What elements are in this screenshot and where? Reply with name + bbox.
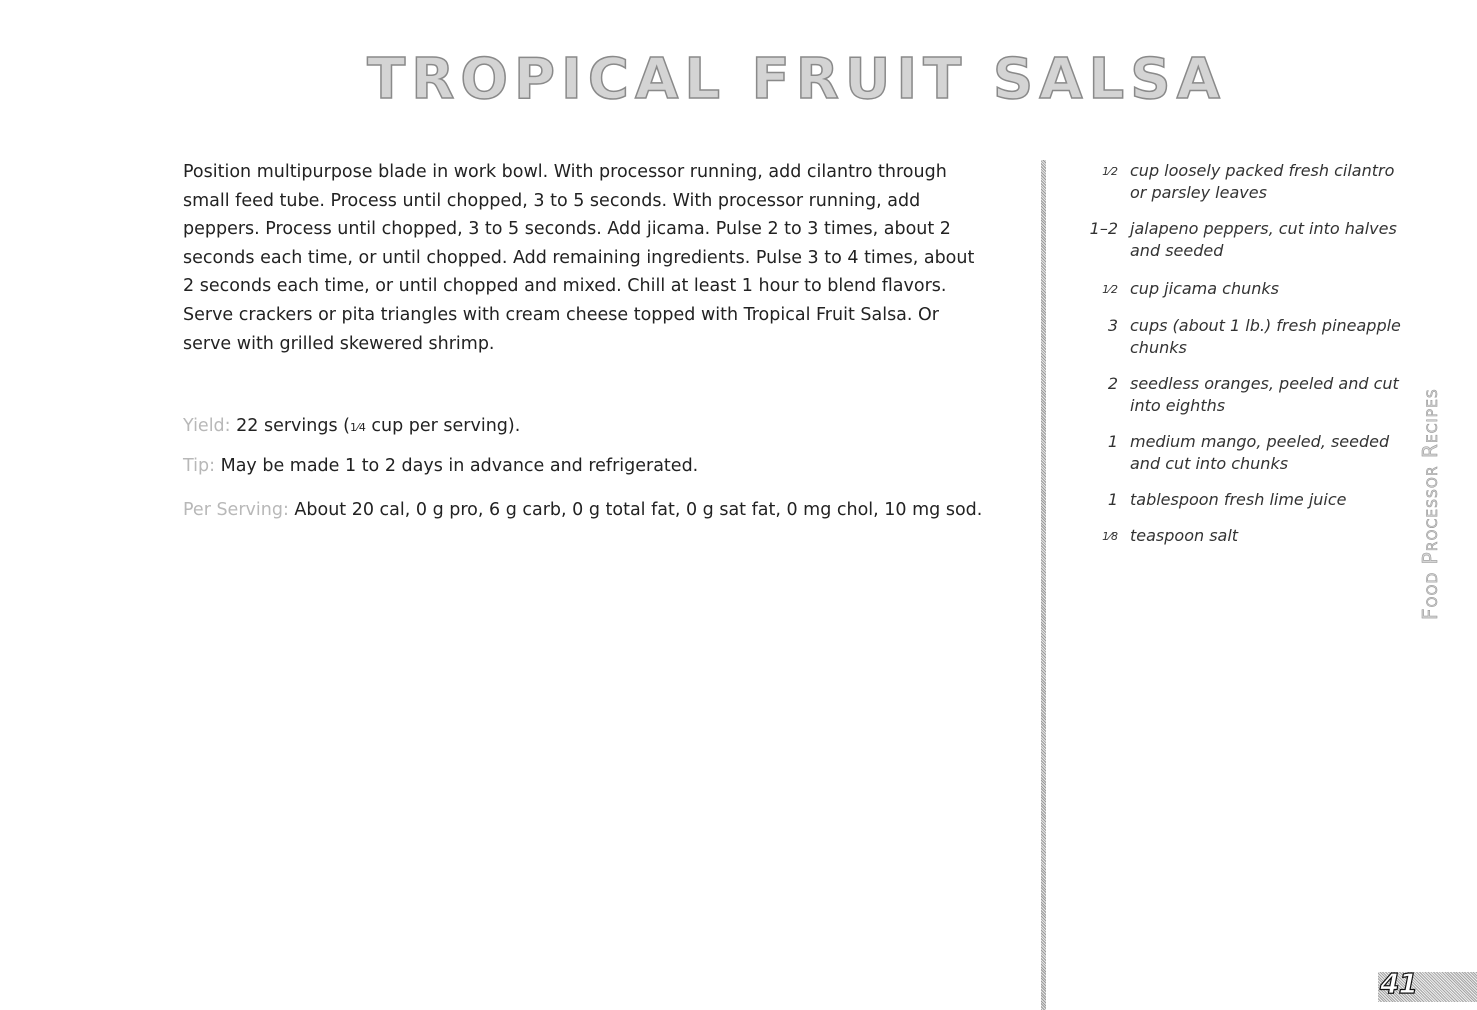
- tip-line: [183, 452, 983, 480]
- ingredient-item: [1088, 373, 1408, 417]
- ingredient-qty: 2: [1107, 374, 1118, 393]
- section-side-label: Food Processor Recipes: [1418, 388, 1442, 620]
- ingredient-qty: 1–2: [1089, 219, 1118, 238]
- page-number: 41: [1380, 967, 1417, 1000]
- tip-text: May be made 1 to 2 days in advance and refrigerated.: [220, 456, 699, 476]
- column-divider: [1041, 160, 1046, 1010]
- ingredient-qty: 1⁄2: [1102, 165, 1118, 178]
- yield-text-after: cup per serving).: [365, 416, 521, 436]
- ingredient-desc: cups (about 1 lb.) fresh pineapple chunks: [1130, 316, 1401, 357]
- ingredient-item: [1088, 218, 1408, 262]
- ingredient-qty: 3: [1107, 316, 1118, 335]
- ingredient-qty: 1: [1107, 432, 1118, 451]
- ingredient-qty: 1: [1107, 490, 1118, 509]
- ingredient-item: [1088, 489, 1408, 511]
- tip-label: Tip:: [183, 456, 216, 476]
- ingredient-qty: 1⁄8: [1102, 530, 1118, 543]
- ingredient-desc: medium mango, peeled, seeded and cut into chunks: [1130, 432, 1390, 473]
- ingredient-desc: seedless oranges, peeled and cut into eighths: [1130, 374, 1399, 415]
- ingredient-item: [1088, 315, 1408, 359]
- ingredient-desc: tablespoon fresh lime juice: [1130, 490, 1347, 509]
- ingredient-qty: 1⁄2: [1102, 283, 1118, 296]
- per-serving-line: [183, 496, 983, 524]
- ingredient-desc: teaspoon salt: [1130, 526, 1239, 545]
- recipe-method: Position multipurpose blade in work bowl. With processor running, add cilantro through small feed tube. Process until chopped, 3 to 5 seconds. With processor running, add peppers. Process until chopped, 3 to 5 seconds. Add jicama. Pulse 2 to 3 times, about 2 seconds each time, or until chopped. Add remaining ingredients. Pulse 3 to 4 times, about 2 seconds each time, or until chopped and mixed. Chill at least 1 hour to blend flavors. Serve crackers or pita triangles with cream cheese topped with Tropical Fruit Salsa. Or serve with grilled skewered shrimp.: [183, 162, 975, 354]
- ingredient-desc: jalapeno peppers, cut into halves and seeded: [1130, 219, 1397, 260]
- ingredient-item: [1088, 160, 1408, 204]
- per-serving-label: Per Serving:: [183, 500, 289, 520]
- per-serving-text: About 20 cal, 0 g pro, 6 g carb, 0 g total fat, 0 g sat fat, 0 mg chol, 10 mg sod.: [294, 500, 983, 520]
- ingredient-item: [1088, 525, 1408, 548]
- yield-line: [183, 412, 983, 442]
- yield-fraction: 1⁄4: [349, 421, 366, 434]
- yield-label: Yield:: [183, 416, 231, 436]
- recipe-title: TROPICAL FRUIT SALSA: [367, 47, 1226, 112]
- ingredient-item: [1088, 278, 1408, 301]
- ingredient-desc: cup jicama chunks: [1130, 279, 1279, 298]
- ingredient-list: [1088, 160, 1408, 548]
- yield-text-before: 22 servings (: [236, 416, 350, 436]
- ingredient-desc: cup loosely packed fresh cilantro or parsley leaves: [1130, 161, 1395, 202]
- ingredient-item: [1088, 431, 1408, 475]
